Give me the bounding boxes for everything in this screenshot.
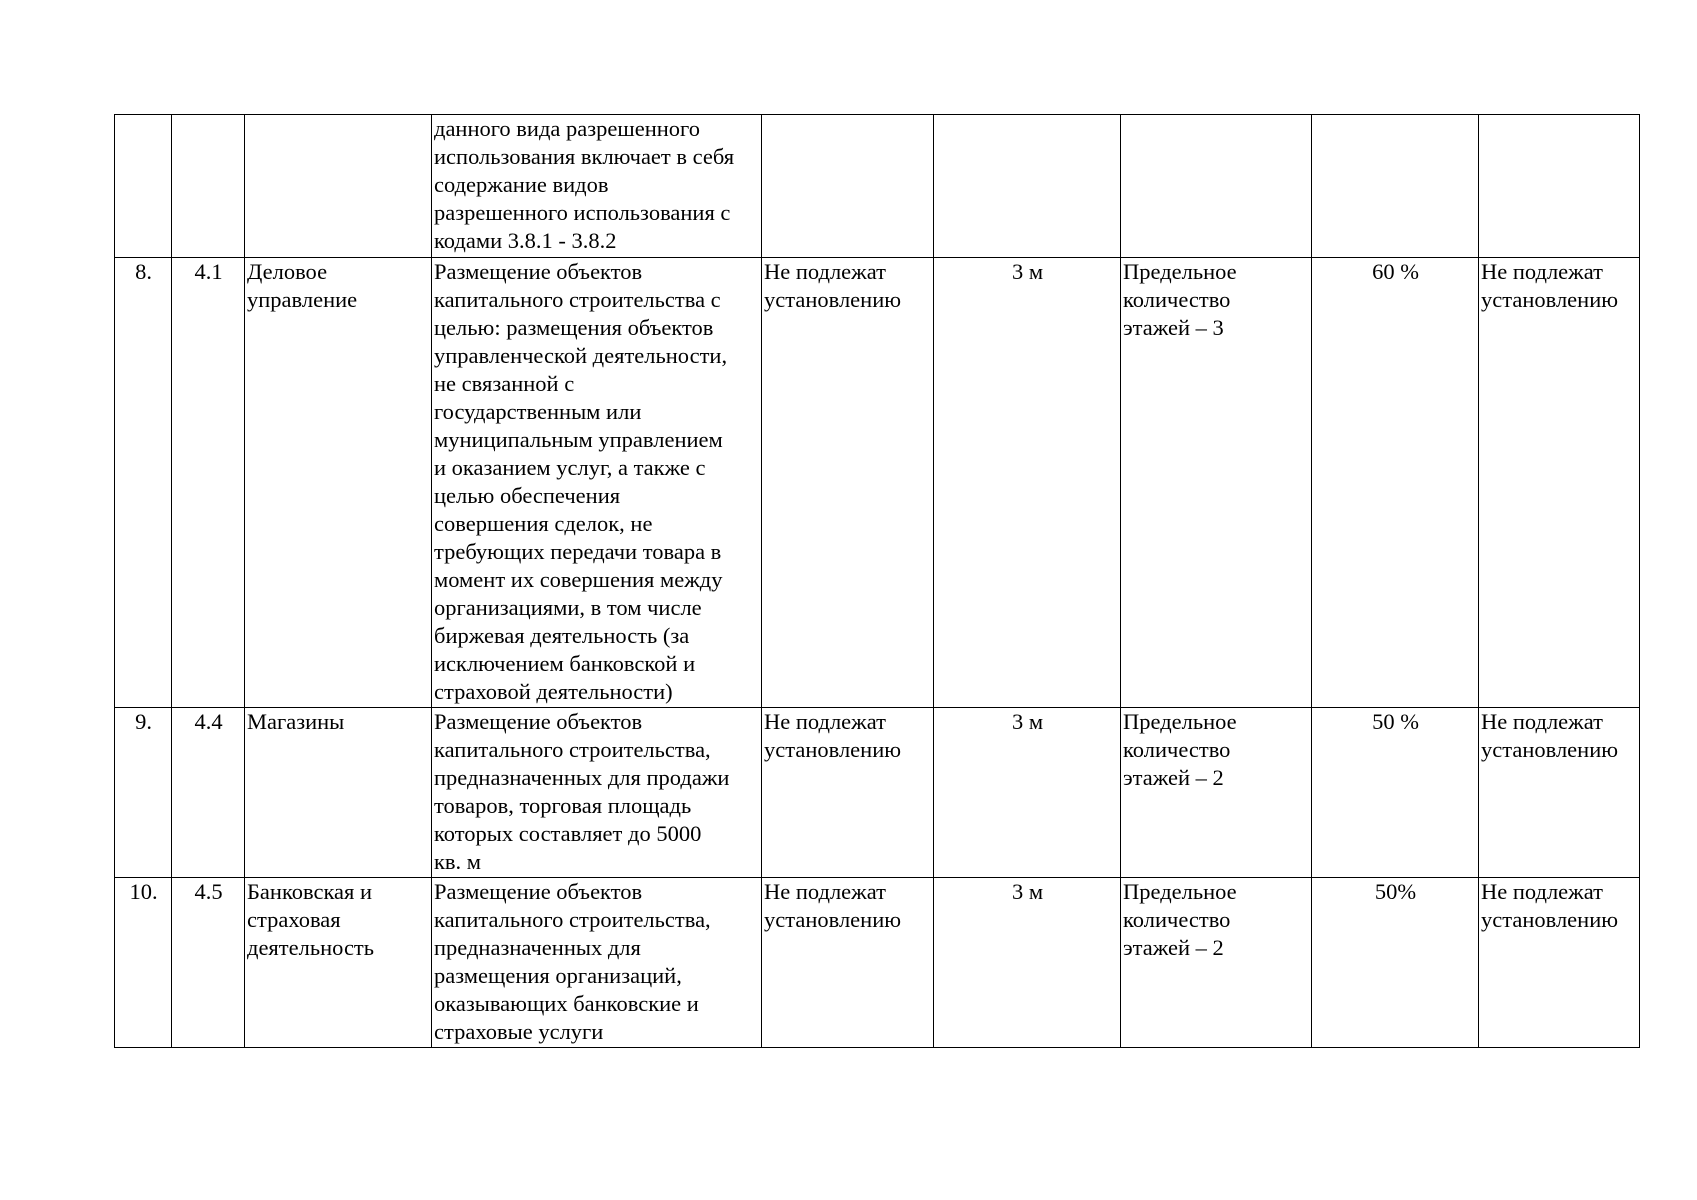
cell-floors	[1121, 115, 1312, 258]
cell-coverage: 50 %	[1312, 708, 1479, 878]
cell-other: Не подлежат установлению	[1479, 878, 1640, 1048]
land-use-table	[114, 114, 1640, 1048]
cell-setback: 3 м	[934, 708, 1121, 878]
cell-other	[1479, 115, 1640, 258]
table-row	[115, 708, 1640, 878]
cell-code: 4.4	[172, 708, 245, 878]
cell-setback	[934, 115, 1121, 258]
cell-name	[245, 115, 432, 258]
cell-min-plot	[762, 115, 934, 258]
cell-code: 4.5	[172, 878, 245, 1048]
cell-description: данного вида разрешенного использования включает в себя содержание видов разрешенного использования с кодами 3.8.1 - 3.8.2	[432, 115, 762, 258]
cell-floors: Предельное количество этажей – 2	[1121, 708, 1312, 878]
cell-setback: 3 м	[934, 878, 1121, 1048]
cell-name: Магазины	[245, 708, 432, 878]
table-row	[115, 258, 1640, 708]
table-row-continuation	[115, 115, 1640, 258]
cell-number	[115, 115, 172, 258]
cell-description: Размещение объектов капитального строительства, предназначенных для продажи товаров, торговая площадь которых составляет до 5000 кв. м	[432, 708, 762, 878]
cell-code	[172, 115, 245, 258]
cell-number: 8.	[115, 258, 172, 708]
cell-name: Банковская и страховая деятельность	[245, 878, 432, 1048]
cell-floors: Предельное количество этажей – 3	[1121, 258, 1312, 708]
cell-floors: Предельное количество этажей – 2	[1121, 878, 1312, 1048]
cell-coverage: 60 %	[1312, 258, 1479, 708]
cell-min-plot: Не подлежат установлению	[762, 878, 934, 1048]
cell-name: Деловое управление	[245, 258, 432, 708]
cell-setback: 3 м	[934, 258, 1121, 708]
table-row	[115, 878, 1640, 1048]
cell-description: Размещение объектов капитального строительства с целью: размещения объектов управленческой деятельности, не связанной с государственным или муниципальным управлением и оказанием услуг, а также с целью обеспечения совершения сделок, не требующих передачи товара в момент их совершения между организациями, в том числе биржевая деятельность (за исключением банковской и страховой деятельности)	[432, 258, 762, 708]
cell-description: Размещение объектов капитального строительства, предназначенных для размещения организаций, оказывающих банковские и страховые услуги	[432, 878, 762, 1048]
cell-min-plot: Не подлежат установлению	[762, 708, 934, 878]
cell-coverage	[1312, 115, 1479, 258]
cell-code: 4.1	[172, 258, 245, 708]
cell-coverage: 50%	[1312, 878, 1479, 1048]
cell-number: 9.	[115, 708, 172, 878]
cell-other: Не подлежат установлению	[1479, 258, 1640, 708]
cell-other: Не подлежат установлению	[1479, 708, 1640, 878]
cell-min-plot: Не подлежат установлению	[762, 258, 934, 708]
cell-number: 10.	[115, 878, 172, 1048]
